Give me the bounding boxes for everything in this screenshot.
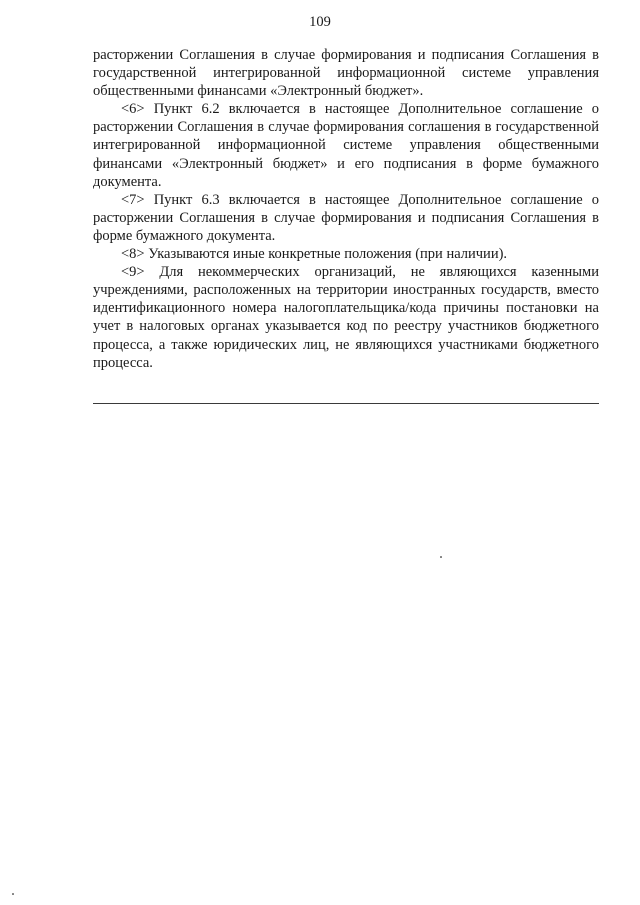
- footnote-6: <6> Пункт 6.2 включается в настоящее Дополнительное соглашение о расторжении Соглашения в случае формирования соглашения в государственной интегрированной информационной системе управления общественными финансами «Электронный бюджет» и его подписания в форме бумажного документа.: [93, 101, 599, 190]
- footnote-7: <7> Пункт 6.3 включается в настоящее Дополнительное соглашение о расторжении Соглашения в случае формирования и подписания Соглашения в форме бумажного документа.: [93, 191, 599, 244]
- footnote-9: <9> Для некоммерческих организаций, не являющихся казенными учреждениями, расположенных на территории иностранных государств, вместо идентификационного номера налогоплательщика/кода причины постановки на учет в налоговых органах указывается код по реестру участников бюджетного процесса, а также юридических лиц, не являющихся участниками бюджетного процесса.: [93, 264, 599, 371]
- footnote-continuation: расторжении Соглашения в случае формирования и подписания Соглашения в государственной интегрированной информационной системе управления общественными финансами «Электронный бюджет».: [93, 47, 599, 100]
- footnote-8: <8> Указываются иные конкретные положения (при наличии).: [121, 246, 508, 263]
- section-divider: [93, 403, 599, 404]
- scan-speck: [12, 893, 14, 895]
- page-number: 109: [309, 14, 331, 30]
- scan-speck: [440, 556, 442, 558]
- footnotes-body: [93, 46, 599, 372]
